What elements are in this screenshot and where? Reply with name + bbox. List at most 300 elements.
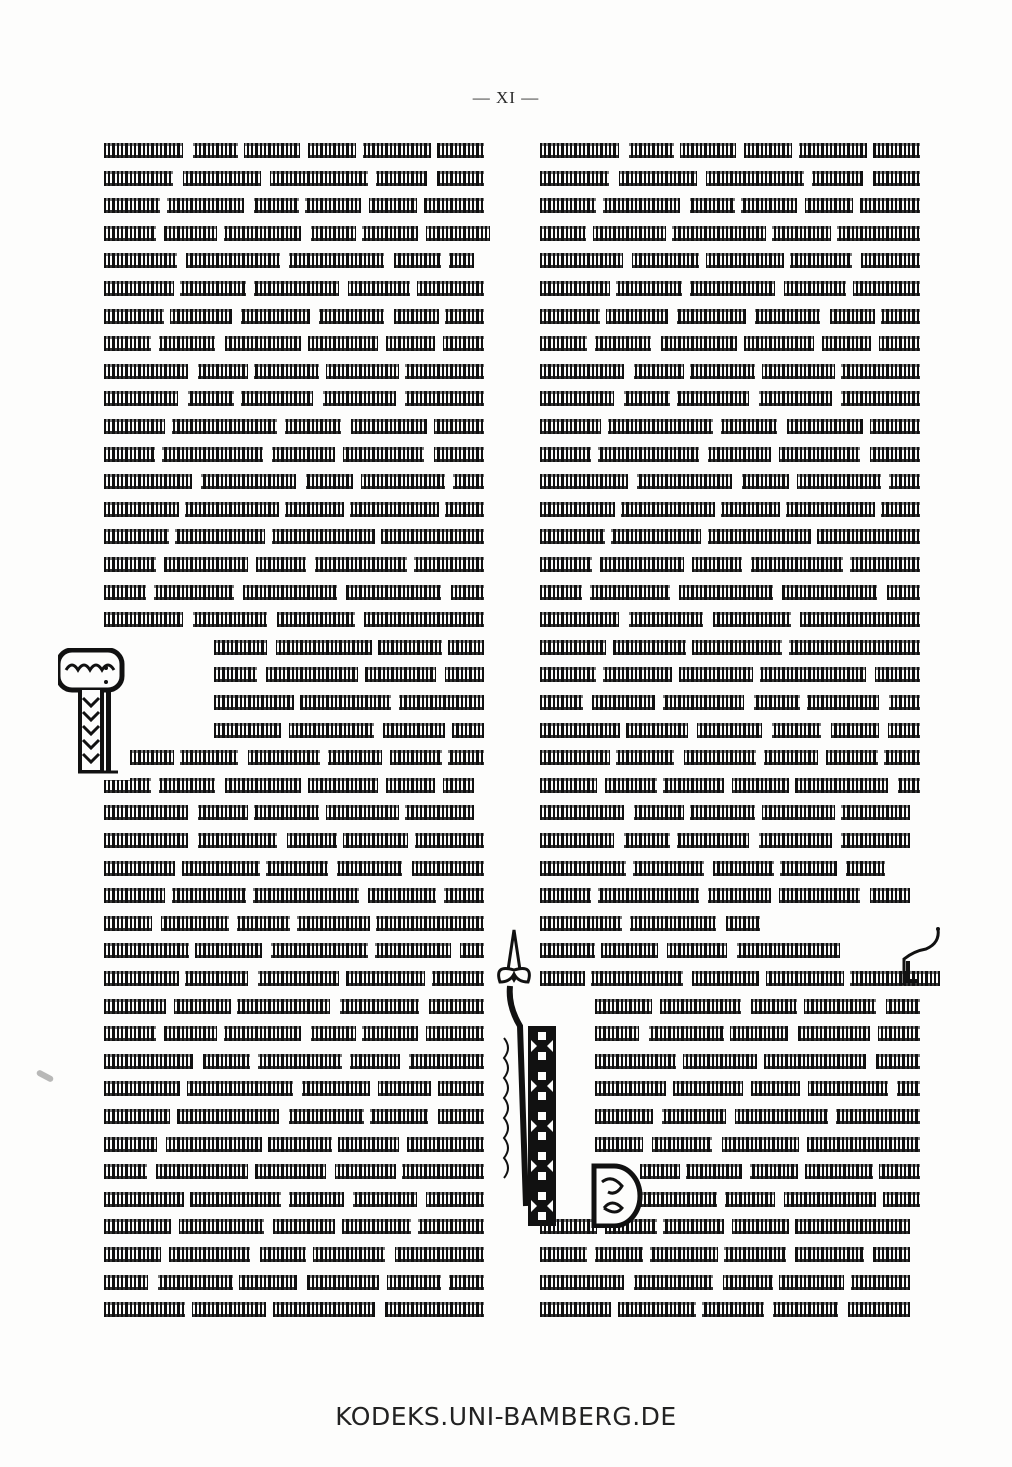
- word-gap: [786, 1247, 795, 1262]
- word-gap: [156, 557, 164, 572]
- glagolitic-glyph-run: [540, 805, 910, 820]
- word-gap: [339, 281, 348, 296]
- word-gap: [870, 1026, 878, 1041]
- word-gap: [724, 1026, 730, 1041]
- word-gap: [582, 585, 590, 600]
- word-gap: [757, 1054, 764, 1069]
- word-gap: [408, 833, 415, 848]
- word-gap: [591, 447, 598, 462]
- word-gap: [439, 502, 445, 517]
- word-gap: [151, 336, 159, 351]
- word-gap: [156, 1026, 164, 1041]
- word-gap: [643, 1137, 652, 1152]
- word-gap: [628, 474, 637, 489]
- word-gap: [396, 391, 405, 406]
- glagolitic-glyph-run: [540, 640, 920, 655]
- word-gap: [368, 943, 375, 958]
- word-gap: [442, 750, 448, 765]
- word-gap: [411, 1219, 418, 1234]
- word-gap: [341, 419, 351, 434]
- word-gap: [800, 695, 807, 710]
- word-gap: [183, 143, 193, 158]
- word-gap: [879, 695, 889, 710]
- manuscript-text-line: [214, 637, 484, 655]
- word-gap: [151, 778, 159, 793]
- word-gap: [804, 171, 812, 186]
- word-gap: [417, 1192, 426, 1207]
- word-gap: [866, 667, 875, 682]
- word-gap: [643, 1247, 650, 1262]
- word-gap: [147, 1164, 156, 1179]
- word-gap: [686, 640, 692, 655]
- word-gap: [717, 1192, 725, 1207]
- word-gap: [337, 585, 346, 600]
- word-gap: [177, 253, 186, 268]
- word-gap: [425, 971, 432, 986]
- glagolitic-glyph-run: [104, 1054, 484, 1069]
- word-gap: [624, 1275, 634, 1290]
- word-gap: [743, 1081, 751, 1096]
- word-gap: [250, 1247, 260, 1262]
- manuscript-text-line: [540, 416, 920, 434]
- word-gap: [835, 805, 841, 820]
- word-gap: [431, 1081, 438, 1096]
- word-gap: [263, 447, 272, 462]
- glagolitic-glyph-run: [540, 585, 920, 600]
- word-gap: [724, 778, 732, 793]
- word-gap: [215, 336, 225, 351]
- word-gap: [335, 447, 343, 462]
- word-gap: [735, 198, 741, 213]
- manuscript-text-line: [540, 609, 920, 627]
- page-number: — XI —: [472, 88, 540, 107]
- word-gap: [400, 1054, 409, 1069]
- word-gap: [356, 226, 362, 241]
- glagolitic-glyph-run: [540, 723, 920, 738]
- word-gap: [215, 778, 225, 793]
- manuscript-text-line: [104, 1216, 484, 1234]
- word-gap: [596, 667, 603, 682]
- word-gap: [370, 916, 376, 931]
- glagolitic-glyph-run: [540, 750, 920, 765]
- word-gap: [780, 502, 786, 517]
- word-gap: [672, 667, 679, 682]
- word-gap: [419, 999, 429, 1014]
- word-gap: [375, 1302, 385, 1317]
- word-gap: [585, 971, 591, 986]
- word-gap: [170, 1109, 177, 1124]
- word-gap: [217, 226, 224, 241]
- manuscript-text-line: [540, 388, 920, 406]
- word-gap: [724, 1219, 732, 1234]
- word-gap: [609, 171, 619, 186]
- word-gap: [674, 750, 684, 765]
- manuscript-text-line: [540, 830, 910, 848]
- word-gap: [320, 750, 328, 765]
- word-gap: [262, 1137, 268, 1152]
- manuscript-text-line: [214, 664, 484, 682]
- word-gap: [229, 916, 237, 931]
- glagolitic-glyph-run: [540, 143, 920, 158]
- word-gap: [782, 640, 789, 655]
- manuscript-text-line: [540, 168, 920, 186]
- manuscript-text-line: [104, 223, 490, 241]
- word-gap: [379, 1275, 387, 1290]
- manuscript-text-line: [540, 968, 940, 986]
- word-gap: [356, 143, 363, 158]
- manuscript-text-line: [540, 278, 920, 296]
- word-gap: [814, 336, 822, 351]
- word-gap: [375, 529, 381, 544]
- glagolitic-glyph-run: [540, 253, 920, 268]
- word-gap: [583, 695, 592, 710]
- word-gap: [355, 612, 364, 627]
- word-gap: [875, 502, 881, 517]
- word-gap: [587, 336, 595, 351]
- manuscript-text-line: [540, 747, 920, 765]
- word-gap: [846, 281, 853, 296]
- manuscript-text-line: [104, 499, 484, 517]
- word-gap: [623, 253, 632, 268]
- glagolitic-glyph-run: [540, 474, 920, 489]
- word-gap: [876, 999, 886, 1014]
- word-gap: [232, 309, 241, 324]
- manuscript-text-line: [104, 554, 484, 572]
- word-gap: [670, 833, 677, 848]
- word-gap: [684, 557, 692, 572]
- word-gap: [174, 281, 180, 296]
- glagolitic-glyph-run: [104, 888, 484, 903]
- word-gap: [300, 143, 308, 158]
- word-gap: [337, 833, 343, 848]
- word-gap: [188, 805, 198, 820]
- manuscript-text-line: [104, 802, 474, 820]
- word-gap: [382, 750, 390, 765]
- word-gap: [344, 1192, 353, 1207]
- word-gap: [670, 585, 679, 600]
- word-gap: [800, 1081, 808, 1096]
- word-gap: [361, 198, 369, 213]
- word-gap: [713, 419, 721, 434]
- word-gap: [156, 226, 164, 241]
- glagolitic-glyph-run: [104, 1219, 484, 1234]
- word-gap: [374, 723, 383, 738]
- scan-smudge: [36, 1069, 55, 1083]
- word-gap: [294, 695, 300, 710]
- word-gap: [653, 1109, 662, 1124]
- word-gap: [879, 723, 888, 738]
- word-gap: [658, 943, 667, 958]
- glagolitic-glyph-run: [540, 364, 920, 379]
- word-gap: [789, 474, 797, 489]
- manuscript-text-line: [540, 775, 920, 793]
- manuscript-text-line: [540, 802, 910, 820]
- word-gap: [764, 1302, 773, 1317]
- manuscript-text-line: [540, 1272, 910, 1290]
- word-gap: [860, 447, 870, 462]
- word-gap: [853, 198, 860, 213]
- word-gap: [407, 557, 414, 572]
- manuscript-text-line: [540, 554, 920, 572]
- word-gap: [339, 971, 346, 986]
- word-gap: [257, 667, 266, 682]
- word-gap: [610, 750, 616, 765]
- word-gap: [306, 1247, 313, 1262]
- word-gap: [605, 529, 611, 544]
- manuscript-text-line: [104, 471, 484, 489]
- manuscript-text-line: [540, 444, 920, 462]
- word-gap: [626, 861, 633, 876]
- glagolitic-glyph-run: [214, 695, 484, 710]
- word-gap: [293, 1081, 302, 1096]
- word-gap: [775, 1192, 784, 1207]
- word-gap: [818, 750, 826, 765]
- glagolitic-glyph-run: [104, 833, 484, 848]
- word-gap: [771, 888, 779, 903]
- word-gap: [262, 943, 271, 958]
- word-gap: [860, 888, 870, 903]
- word-gap: [736, 143, 744, 158]
- word-gap: [378, 778, 386, 793]
- word-gap: [439, 309, 445, 324]
- glagolitic-glyph-run: [214, 723, 484, 738]
- word-gap: [789, 778, 795, 793]
- word-gap: [863, 171, 873, 186]
- word-gap: [888, 778, 898, 793]
- word-gap: [789, 1219, 795, 1234]
- manuscript-text-line: [540, 913, 760, 931]
- manuscript-text-line: [640, 1189, 920, 1207]
- word-gap: [436, 667, 445, 682]
- word-gap: [835, 364, 841, 379]
- word-gap: [234, 391, 241, 406]
- word-gap: [155, 447, 162, 462]
- word-gap: [248, 805, 254, 820]
- word-gap: [431, 143, 437, 158]
- manuscript-text-line: [540, 1244, 910, 1262]
- word-gap: [306, 557, 315, 572]
- word-gap: [281, 723, 289, 738]
- word-gap: [427, 419, 434, 434]
- word-gap: [655, 695, 663, 710]
- manuscript-text-line: [104, 388, 484, 406]
- word-gap: [330, 999, 340, 1014]
- manuscript-text-line: [104, 1299, 484, 1317]
- glagolitic-glyph-run: [104, 474, 484, 489]
- manuscript-text-line: [104, 416, 484, 434]
- word-gap: [726, 1109, 735, 1124]
- word-gap: [169, 529, 175, 544]
- manuscript-text-line: [104, 526, 484, 544]
- word-gap: [384, 253, 394, 268]
- manuscript-text-line: [540, 1299, 910, 1317]
- word-gap: [712, 1137, 722, 1152]
- word-gap: [234, 585, 243, 600]
- glagolitic-glyph-run: [540, 391, 920, 406]
- word-gap: [587, 1247, 595, 1262]
- manuscript-text-line: [104, 1051, 484, 1069]
- word-gap: [248, 971, 258, 986]
- glagolitic-glyph-run: [540, 612, 920, 627]
- word-gap: [737, 336, 744, 351]
- word-gap: [372, 640, 378, 655]
- word-gap: [639, 1026, 649, 1041]
- word-gap: [180, 1081, 187, 1096]
- word-gap: [359, 888, 368, 903]
- word-gap: [732, 474, 742, 489]
- glagolitic-glyph-run: [104, 502, 484, 517]
- manuscript-text-line: [595, 1051, 920, 1069]
- word-gap: [771, 447, 779, 462]
- word-gap: [418, 226, 426, 241]
- glagolitic-glyph-run: [540, 336, 920, 351]
- word-gap: [798, 1164, 805, 1179]
- word-gap: [290, 916, 297, 931]
- glagolitic-glyph-run: [104, 1109, 484, 1124]
- word-gap: [297, 1275, 307, 1290]
- manuscript-text-line: [104, 361, 484, 379]
- word-gap: [445, 723, 452, 738]
- word-gap: [749, 833, 759, 848]
- word-gap: [396, 1164, 402, 1179]
- word-gap: [624, 805, 634, 820]
- word-gap: [878, 750, 884, 765]
- manuscript-text-line: [104, 775, 474, 793]
- word-gap: [326, 1164, 335, 1179]
- glagolitic-glyph-run: [595, 1109, 920, 1124]
- word-gap: [699, 888, 708, 903]
- word-gap: [244, 198, 254, 213]
- word-gap: [188, 364, 198, 379]
- word-gap: [601, 419, 608, 434]
- manuscript-text-line: [540, 499, 920, 517]
- word-gap: [384, 309, 394, 324]
- glagolitic-glyph-run: [104, 943, 484, 958]
- word-gap: [424, 447, 434, 462]
- glagolitic-glyph-run: [104, 612, 484, 627]
- word-gap: [864, 1247, 873, 1262]
- glagolitic-glyph-run: [104, 529, 484, 544]
- word-gap: [279, 1109, 289, 1124]
- word-gap: [217, 1026, 224, 1041]
- word-gap: [828, 1109, 836, 1124]
- manuscript-text-line: [104, 1106, 484, 1124]
- word-gap: [441, 1275, 449, 1290]
- word-gap: [843, 557, 850, 572]
- word-gap: [364, 1109, 370, 1124]
- manuscript-text-line: [104, 996, 484, 1014]
- manuscript-text-line: [104, 168, 484, 186]
- word-gap: [231, 999, 237, 1014]
- word-gap: [699, 447, 708, 462]
- word-gap: [863, 419, 870, 434]
- word-gap: [157, 1137, 166, 1152]
- glagolitic-glyph-run: [104, 1275, 484, 1290]
- manuscript-text-line: [104, 444, 484, 462]
- word-gap: [166, 999, 174, 1014]
- word-gap: [267, 640, 276, 655]
- word-gap: [744, 695, 754, 710]
- word-gap: [820, 309, 830, 324]
- glagolitic-glyph-run: [540, 281, 920, 296]
- illuminated-bowl-initial-icon: [590, 1160, 644, 1228]
- word-gap: [766, 226, 772, 241]
- word-gap: [866, 1054, 876, 1069]
- word-gap: [652, 999, 660, 1014]
- word-gap: [248, 364, 254, 379]
- glagolitic-glyph-run: [104, 805, 474, 820]
- glagolitic-glyph-run: [540, 1247, 910, 1262]
- word-gap: [680, 198, 690, 213]
- manuscript-text-line: [540, 250, 920, 268]
- word-gap: [749, 391, 759, 406]
- word-gap: [192, 474, 201, 489]
- word-gap: [185, 1302, 192, 1317]
- manuscript-text-line: [104, 1134, 484, 1152]
- word-gap: [441, 585, 451, 600]
- word-gap: [301, 226, 311, 241]
- manuscript-text-line: [540, 858, 885, 876]
- word-gap: [175, 861, 182, 876]
- word-gap: [606, 640, 613, 655]
- word-gap: [718, 1247, 724, 1262]
- glagolitic-glyph-run: [540, 226, 920, 241]
- glagolitic-glyph-run: [104, 778, 474, 793]
- word-gap: [301, 1026, 311, 1041]
- manuscript-text-line: [104, 250, 474, 268]
- glagolitic-glyph-run: [104, 281, 484, 296]
- glagolitic-glyph-run: [540, 529, 920, 544]
- word-gap: [173, 171, 183, 186]
- manuscript-text-line: [540, 333, 920, 351]
- word-gap: [773, 1275, 779, 1290]
- word-gap: [417, 198, 424, 213]
- manuscript-text-line: [214, 720, 484, 738]
- manuscript-text-line: [104, 278, 484, 296]
- word-gap: [171, 1219, 179, 1234]
- word-gap: [832, 833, 841, 848]
- word-gap: [788, 1026, 798, 1041]
- glagolitic-glyph-run: [104, 336, 484, 351]
- manuscript-text-line: [540, 720, 920, 738]
- word-gap: [775, 281, 784, 296]
- word-gap: [844, 1275, 851, 1290]
- word-gap: [875, 309, 881, 324]
- word-gap: [160, 198, 167, 213]
- word-gap: [442, 640, 448, 655]
- word-gap: [844, 971, 850, 986]
- manuscript-text-line: [104, 1078, 484, 1096]
- word-gap: [183, 612, 193, 627]
- word-gap: [184, 1192, 190, 1207]
- word-gap: [264, 1219, 273, 1234]
- word-gap: [356, 1026, 362, 1041]
- word-gap: [399, 364, 405, 379]
- manuscript-text-line: [595, 996, 920, 1014]
- word-gap: [592, 557, 600, 572]
- word-gap: [399, 805, 405, 820]
- word-gap: [619, 143, 629, 158]
- manuscript-text-line: [214, 692, 484, 710]
- word-gap: [753, 667, 760, 682]
- word-gap: [301, 336, 308, 351]
- word-gap: [358, 667, 365, 682]
- word-gap: [238, 750, 248, 765]
- manuscript-text-line: [640, 1161, 920, 1179]
- word-gap: [441, 253, 449, 268]
- word-gap: [727, 943, 737, 958]
- glagolitic-glyph-run: [540, 1302, 910, 1317]
